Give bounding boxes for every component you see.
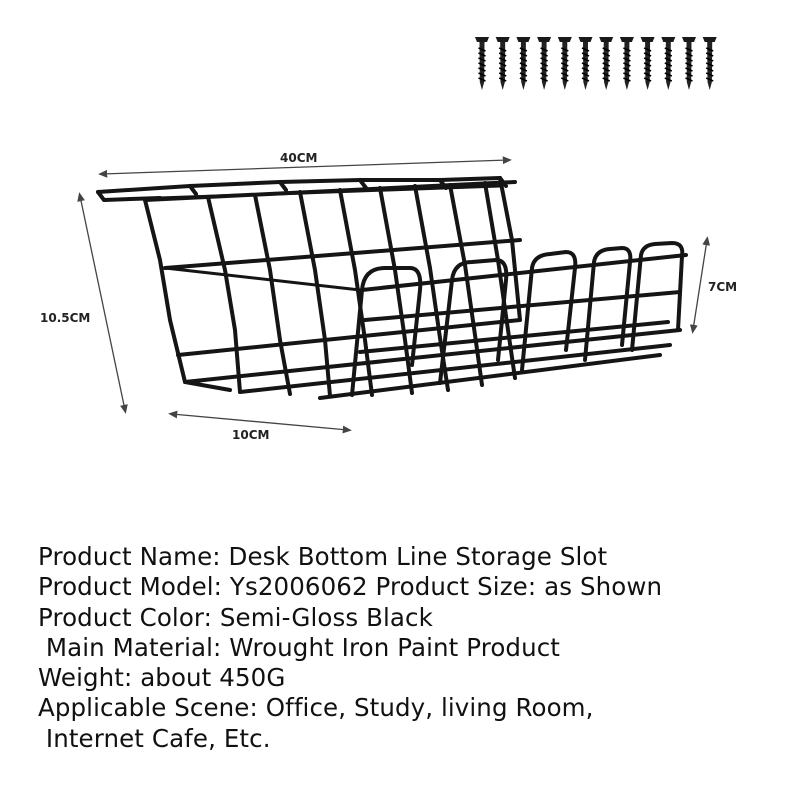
- spec-weight: Weight: about 450G: [38, 663, 286, 693]
- screw-icon: [558, 37, 572, 90]
- screw-icon: [703, 37, 717, 90]
- screw-icon: [599, 37, 613, 90]
- spec-applicable-scene-cont: Internet Cafe, Etc.: [38, 723, 271, 753]
- screw-icon: [516, 37, 530, 90]
- screw-icon: [682, 37, 696, 90]
- spec-product-model: Product Model: Ys2006062 Product Size: as Shown: [38, 572, 663, 602]
- product-specifications: [38, 542, 788, 754]
- screw-icon: [620, 37, 634, 90]
- wire-basket-image: [98, 178, 686, 398]
- screw-icon: [641, 37, 655, 90]
- screw-set-image: [475, 37, 717, 90]
- depth-label: 10CM: [232, 428, 270, 442]
- height-label: 10.5CM: [40, 311, 91, 325]
- front-height-label: 7CM: [708, 280, 738, 294]
- screw-icon: [537, 37, 551, 90]
- spec-product-color: Product Color: Semi-Gloss Black: [38, 602, 433, 632]
- spec-applicable-scene: Applicable Scene: Office, Study, living Room,: [38, 693, 594, 723]
- screw-icon: [475, 37, 489, 90]
- screw-icon: [661, 37, 675, 90]
- front-height-dimension-line: [693, 240, 707, 330]
- spec-main-material: Main Material: Wrought Iron Paint Product: [38, 632, 560, 662]
- width-label: 40CM: [280, 151, 318, 165]
- height-dimension-line: [80, 196, 125, 410]
- screw-icon: [496, 37, 510, 90]
- screw-icon: [579, 37, 593, 90]
- spec-product-name: Product Name: Desk Bottom Line Storage Slot: [38, 542, 608, 571]
